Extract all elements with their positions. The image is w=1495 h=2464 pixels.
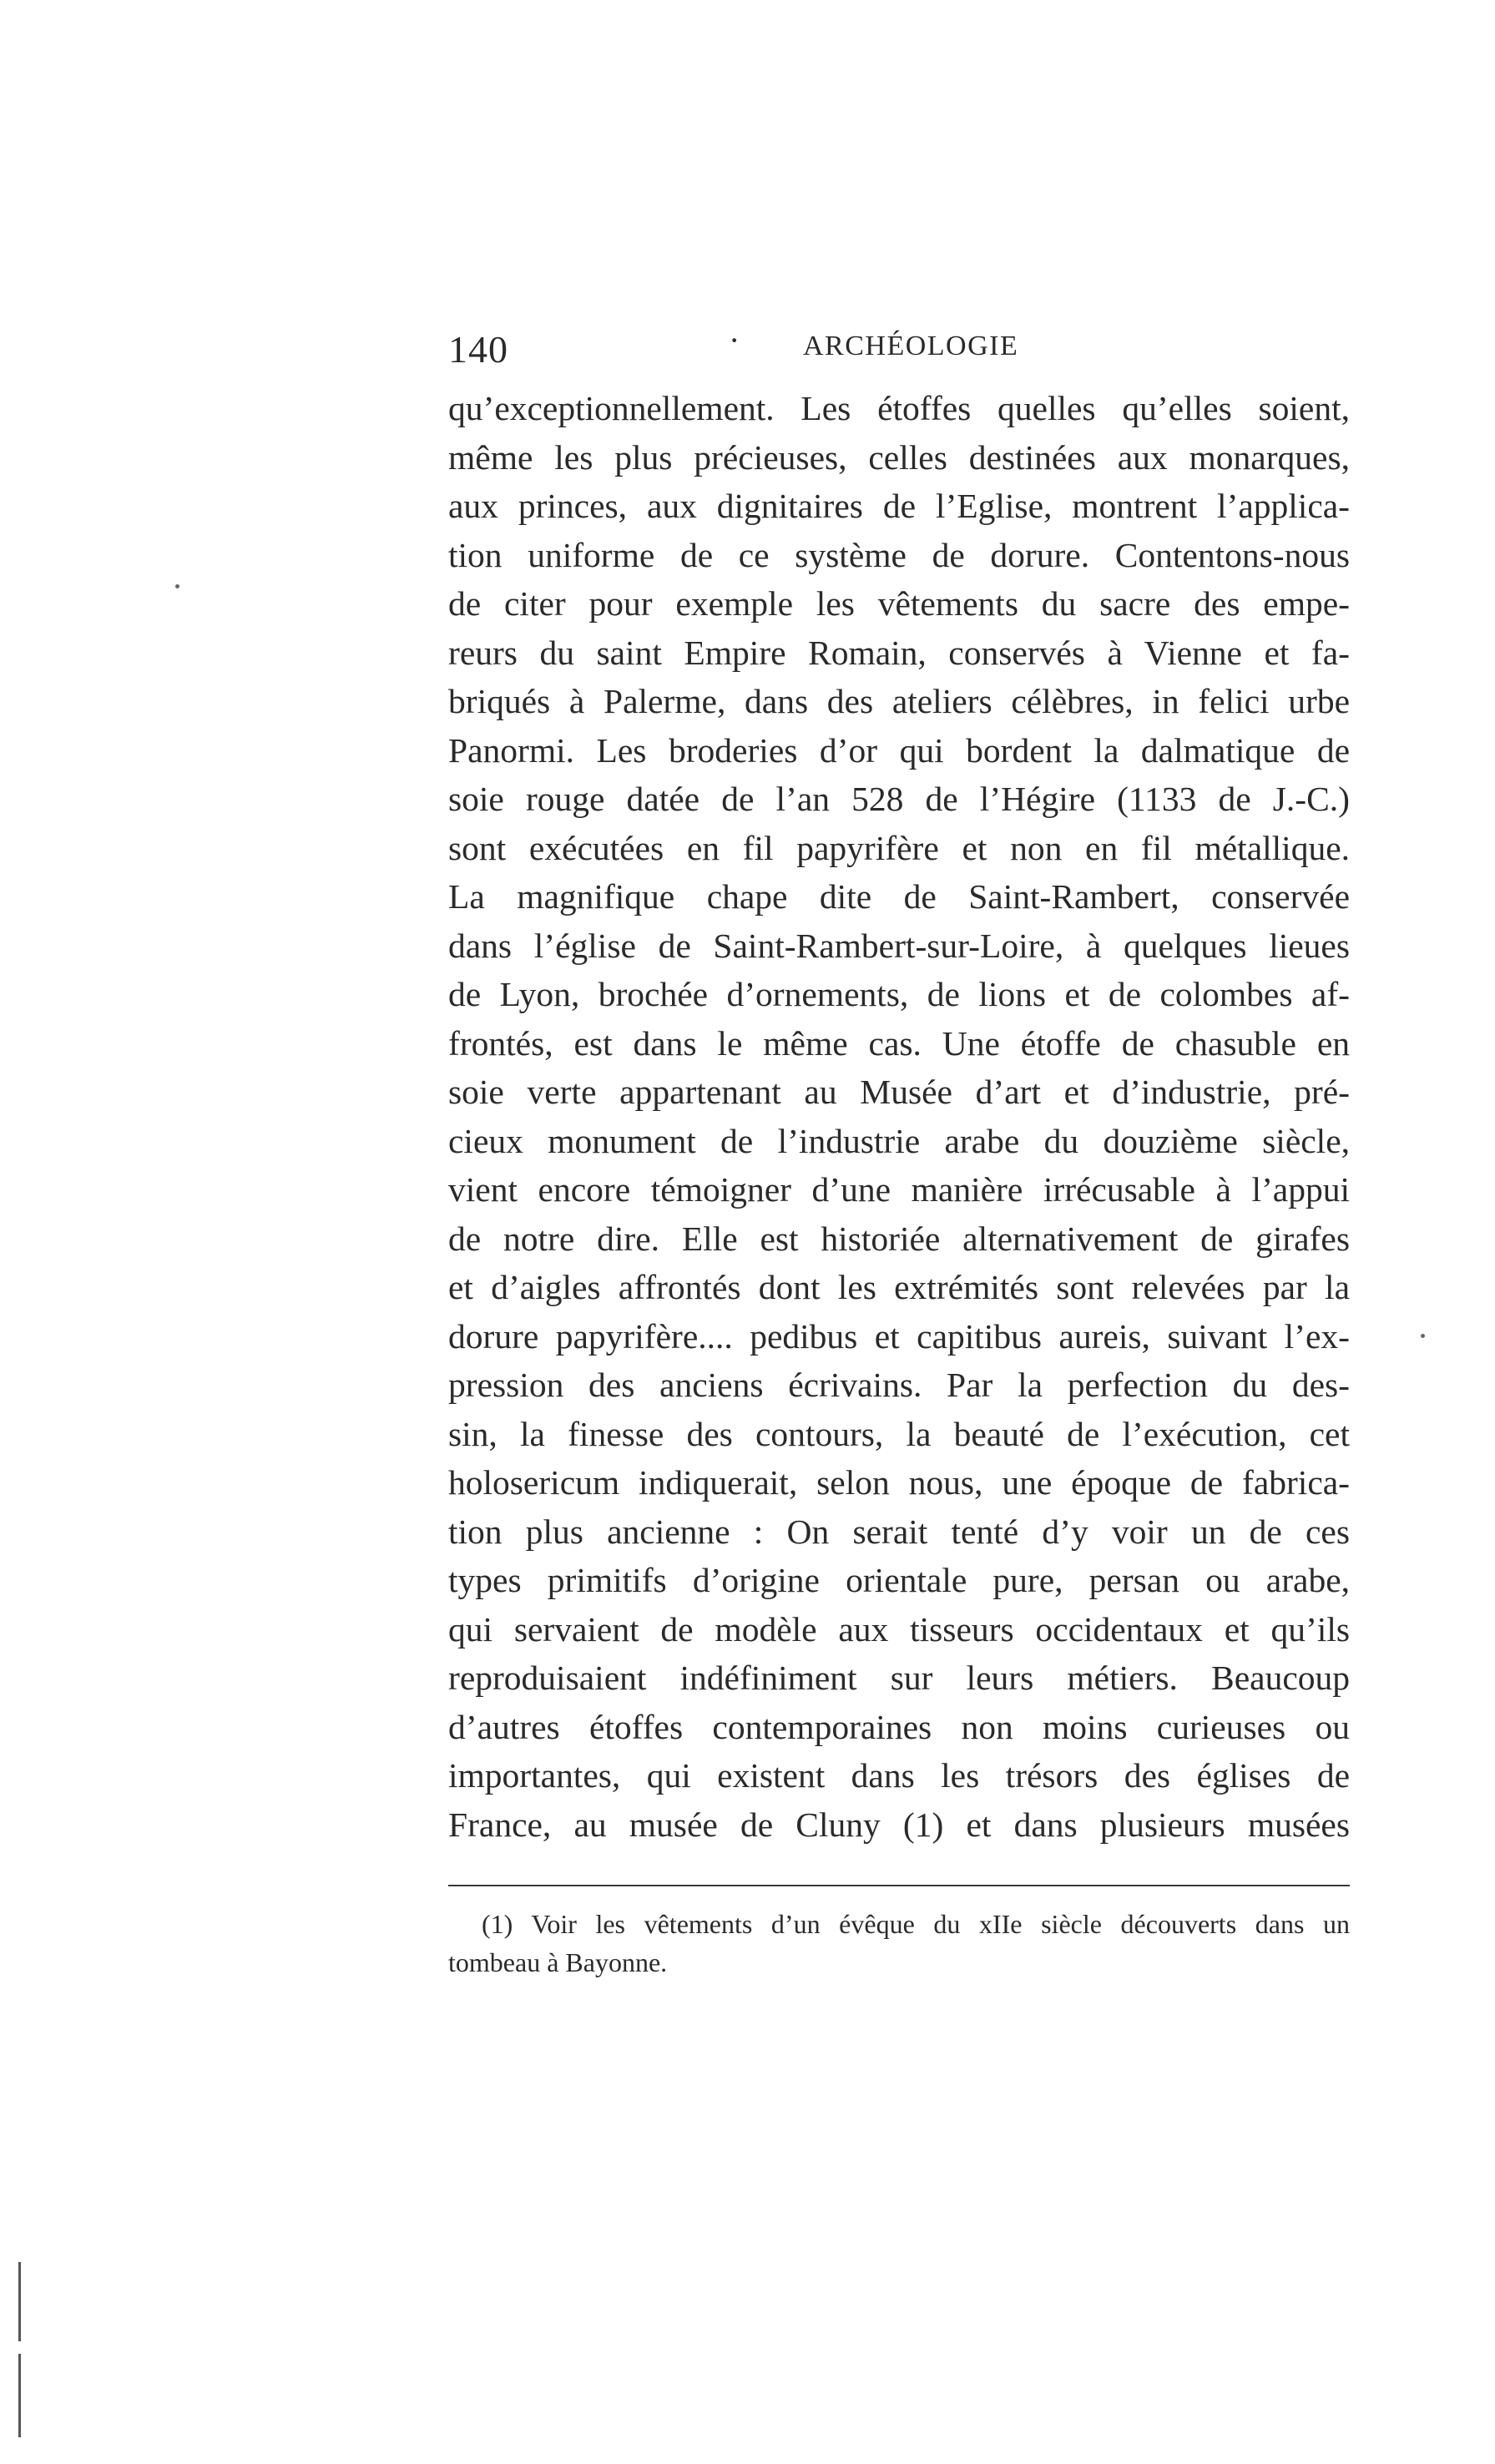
body-line: même les plus précieuses, celles destinées aux monarques,: [448, 437, 1350, 477]
body-line: aux princes, aux dignitaires de l’Eglise, montrent l’applica-: [448, 487, 1350, 525]
body-line: d’autres étoffes contemporaines non moins curieuses ou: [448, 1707, 1350, 1746]
body-line: de citer pour exemple les vêtements du sacre des empe-: [448, 584, 1350, 623]
body-line: sont exécutées en fil papyrifère et non en fil métallique.: [448, 828, 1350, 867]
body-line: et d’aigles affrontés dont les extrémités sont relevées par la: [448, 1268, 1350, 1306]
body-line: soie rouge datée de l’an 528 de l’Hégire (1133 de J.-C.): [448, 780, 1350, 818]
footnote-divider: [448, 1885, 1350, 1886]
footnote-line: tombeau à Bayonne.: [448, 1947, 668, 1977]
body-line: dans l’église de Saint-Rambert-sur-Loire, à quelques lieues: [448, 926, 1350, 965]
stray-mark: [1421, 1334, 1425, 1338]
body-line: tion plus ancienne : On serait tenté d’y voir un de ces: [448, 1512, 1350, 1551]
body-line: dorure papyrifère.... pedibus et capitibus aureis, suivant l’ex-: [448, 1316, 1350, 1356]
body-line: types primitifs d’origine orientale pure, persan ou arabe,: [448, 1561, 1350, 1599]
body-line: cieux monument de l’industrie arabe du douzième siècle,: [448, 1121, 1350, 1160]
margin-binding-mark: [18, 2262, 21, 2341]
body-line: importantes, qui existent dans les trésors des églises de: [448, 1756, 1350, 1795]
body-line: qu’exceptionnellement. Les étoffes quelles qu’elles soient,: [448, 389, 1350, 427]
body-line: holosericum indiquerait, selon nous, une époque de fabrica-: [448, 1463, 1350, 1502]
body-line: briqués à Palerme, dans des ateliers célèbres, in felici urbe: [448, 682, 1350, 720]
footnote-line: (1) Voir les vêtements d’un évêque du xIIe siècle découverts dans un: [482, 1909, 1350, 1939]
stray-mark: [175, 584, 179, 588]
margin-binding-mark: [18, 2354, 21, 2437]
running-header: [448, 321, 1350, 377]
body-line: vient encore témoigner d’une manière irrécusable à l’appui: [448, 1170, 1350, 1209]
body-line: sin, la finesse des contours, la beauté de l’exécution, cet: [448, 1414, 1350, 1453]
footnote: [448, 1905, 1350, 1982]
body-text: [448, 384, 1350, 1849]
body-line: de notre dire. Elle est historiée alternativement de girafes: [448, 1219, 1350, 1258]
body-line: soie verte appartenant au Musée d’art et d’industrie, pré-: [448, 1073, 1350, 1111]
header-separator: ·: [729, 321, 740, 359]
body-line: reproduisaient indéfiniment sur leurs métiers. Beaucoup: [448, 1659, 1350, 1697]
body-line: pression des anciens écrivains. Par la perfection du des-: [448, 1366, 1350, 1404]
body-line: La magnifique chape dite de Saint-Rambert, conservée: [448, 877, 1350, 916]
body-line: qui servaient de modèle aux tisseurs occidentaux et qu’ils: [448, 1609, 1350, 1649]
body-line: Panormi. Les broderies d’or qui bordent la dalmatique de: [448, 730, 1350, 770]
body-line: tion uniforme de ce système de dorure. Contentons-nous: [448, 535, 1350, 574]
page-number: 140: [448, 328, 508, 371]
body-line: frontés, est dans le même cas. Une étoffe de chasuble en: [448, 1023, 1350, 1063]
body-line: reurs du saint Empire Romain, conservés à Vienne et fa-: [448, 633, 1350, 672]
running-title: ARCHÉOLOGIE: [803, 331, 1019, 361]
body-line: de Lyon, brochée d’ornements, de lions et de colombes af-: [448, 975, 1350, 1013]
body-line: France, au musée de Cluny (1) et dans plusieurs musées: [448, 1805, 1350, 1844]
